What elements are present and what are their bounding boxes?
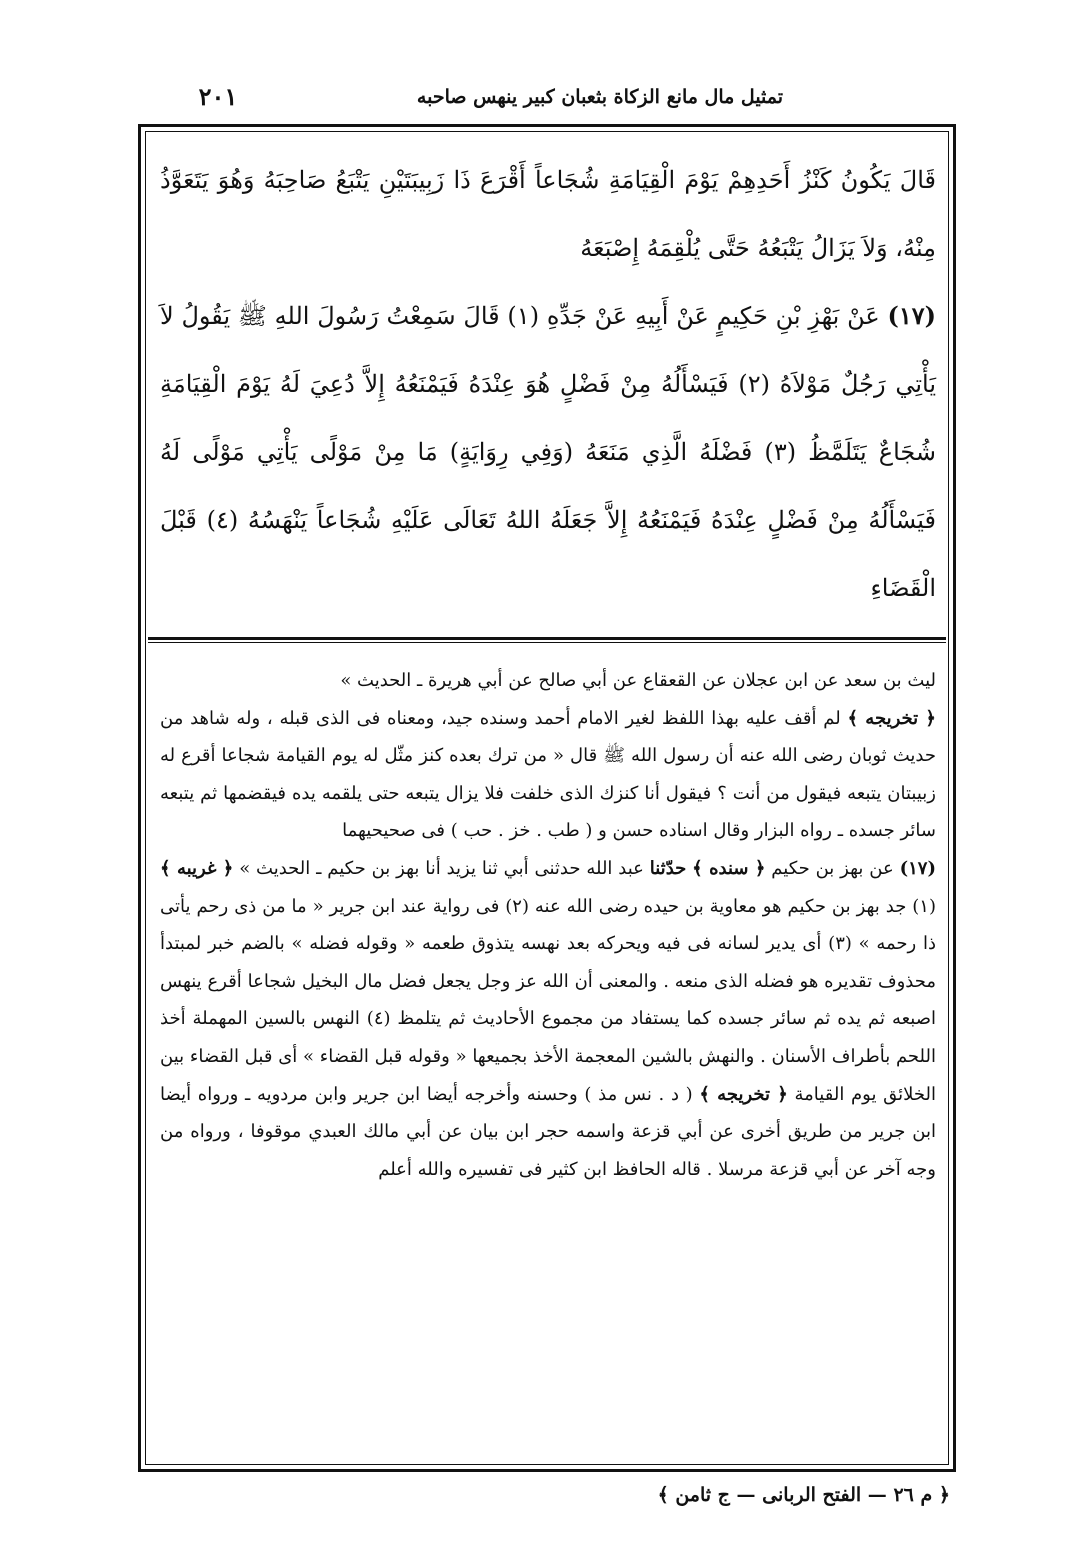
page-number: ٢٠١: [198, 82, 238, 111]
commentary-hadith-intro: عن بهز بن حكيم: [771, 857, 894, 879]
sanad-heading: ﴿ سنده ﴾: [692, 857, 766, 879]
commentary-block: [160, 662, 936, 1188]
sanad-text: عبد الله حدثنى أبي ثنا يزيد أنا بهز بن حكيم ـ الحديث »: [239, 857, 644, 879]
haddathana-word: حدّثنا: [649, 857, 687, 879]
takhrij-heading-2: ﴿ تخريجه ﴾: [699, 1083, 788, 1105]
section-separator: [148, 637, 946, 643]
commentary-paragraph-2: [160, 700, 936, 850]
commentary-hadith-number: (١٧): [899, 857, 936, 879]
hadith-number: (١٧): [887, 301, 936, 330]
hadith-continuation: قَالَ يَكُونُ كَنْزُ أَحَدِهِمْ يَوْمَ الْقِيَامَةِ شُجَاعاً أَقْرَعَ ذَا زَبِيبَتَيْنِ يَتْبَعُ صَاحِبَهُ وَهُوَ يَتَعَوَّذُ مِنْهُ، وَلاَ يَزَالُ يَتْبَعُهُ حَتَّى يُلْقِمَهُ إِصْبَعَهُ: [160, 166, 936, 262]
takhrij-text-2: ( د . نس مذ ) وحسنه وأخرجه أيضا ابن جرير وابن مردويه ـ ورواه أيضا ابن جرير من طريق أخرى عن أبي قزعة واسمه حجر ابن بيان عن أبي مالك العبدي موقوفا ، ورواه من وجه آخر عن أبي قزعة مرسلا . قاله الحافظ ابن كثير فى تفسيره والله أعلم: [160, 1083, 936, 1180]
gharib-text: (١) جد بهز بن حكيم هو معاوية بن حيده رضى الله عنه (٢) فى رواية عند ابن جرير « ما من ذى رحم يأتى ذا رحمه » (٣) أى يدير لسانه فى فيه ويحركه بعد نهسه يتذوق طعمه « وقوله فضله » بالضم خبر لمبتدأ محذوف تقديره هو فضله الذى منعه . والمعنى أن الله عز وجل يجعل فضل مال البخيل شجاعا أقرع ينهس اصبعه ثم يده ثم سائر جسده كما يستفاد من مجموع الأحاديث ثم يتلمظ (٤) النهس بالسين المهملة أخذ اللحم بأطراف الأسنان . والنهش بالشين المعجمة الأخذ بجميعها « وقوله قبل القضاء » أى قبل القضاء بين الخلائق يوم القيامة: [160, 895, 937, 1105]
hadith-text-block: [160, 146, 936, 622]
hadith-body: عَنْ بَهْزِ بْنِ حَكِيمٍ عَنْ أَبِيهِ عَنْ جَدِّهِ (١) قَالَ سَمِعْتُ رَسُولَ اللهِ ﷺ يَقُولُ لاَ يَأْتِي رَجُلٌ مَوْلاَهُ (٢) فَيَسْأَلُهُ مِنْ فَضْلٍ هُوَ عِنْدَهُ فَيَمْنَعُهُ إِلاَّ دُعِيَ لَهُ يَوْمَ الْقِيَامَةِ شُجَاعٌ يَتَلَمَّظُ (٣) فَضْلَهُ الَّذِي مَنَعَهُ (وَفِي رِوَايَةٍ) مَا مِنْ مَوْلًى يَأْتِي مَوْلًى لَهُ فَيَسْأَلُهُ مِنْ فَضْلٍ عِنْدَهُ فَيَمْنَعُهُ إِلاَّ جَعَلَهُ اللهُ تَعَالَى عَلَيْهِ شُجَاعاً يَنْهَسُهُ (٤) قَبْلَ الْقَضَاءِ: [160, 302, 937, 602]
commentary-paragraph-3: [160, 850, 936, 1188]
takhrij-heading: ﴿ تخريجه ﴾: [847, 707, 936, 729]
takhrij-text: لم أقف عليه بهذا اللفظ لغير الامام أحمد وسنده جيد، ومعناه فى الذى قبله ، وله شاهد من حديث ثوبان رضى الله عنه أن رسول الله ﷺ قال « من ترك بعده كنز مثّل له يوم القيامة شجاعا أقرع له زبيبتان يتبعه فيقول من أنت ؟ فيقول أنا كنزك الذى خلفت فلا يزال يتبعه حتى يلقمه يده فيقضمها ثم يتبعه سائر جسده ـ رواه البزار وقال اسناده حسن و ( طب . خز . حب ) فى صحيحيهما: [160, 707, 936, 842]
gharib-heading: ﴿ غريبه ﴾: [160, 857, 234, 879]
hadith-17: [160, 282, 936, 622]
page-title: تمثيل مال مانع الزكاة بثعبان كبير ينهس صاحبه: [416, 86, 784, 108]
footer-signature: ﴿ م ٢٦ — الفتح الربانى — ج ثامن ﴾: [657, 1484, 950, 1506]
commentary-paragraph-1: ليث بن سعد عن ابن عجلان عن القعقاع عن أبي صالح عن أبي هريرة ـ الحديث »: [340, 670, 936, 691]
